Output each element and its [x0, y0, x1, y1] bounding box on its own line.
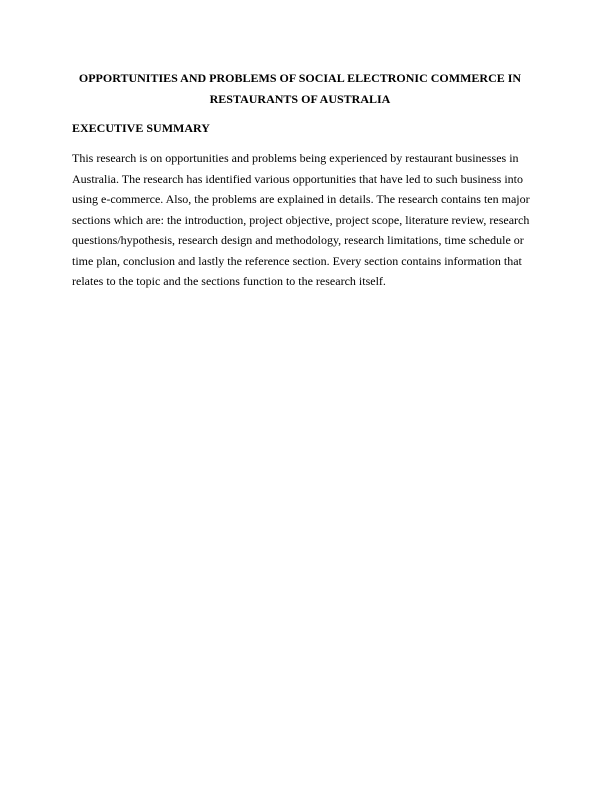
executive-summary-paragraph: [72, 148, 542, 292]
title-line: OPPORTUNITIES AND PROBLEMS OF SOCIAL ELECTRONIC COMMERCE IN: [78, 71, 522, 85]
paragraph-line: time plan, conclusion and lastly the reference section. Every section contains information that: [72, 253, 522, 268]
title-line: RESTAURANTS OF AUSTRALIA: [209, 92, 391, 106]
paragraph-line: This research is on opportunities and problems being experienced by restaurant businesses in: [72, 151, 519, 165]
paragraph-line: using e-commerce. Also, the problems are explained in details. The research contains ten major: [72, 192, 530, 206]
paragraph-line: questions/hypothesis, research design and methodology, research limitations, time schedule or: [72, 233, 524, 247]
paragraph-line: Australia. The research has identified various opportunities that have led to such business into: [72, 171, 524, 186]
paragraph-line: relates to the topic and the sections function to the research itself.: [72, 274, 386, 288]
section-heading-executive-summary: EXECUTIVE SUMMARY: [72, 121, 210, 135]
paragraph-line: sections which are: the introduction, project objective, project scope, literature review, research: [72, 212, 530, 227]
document-title: [72, 68, 528, 110]
